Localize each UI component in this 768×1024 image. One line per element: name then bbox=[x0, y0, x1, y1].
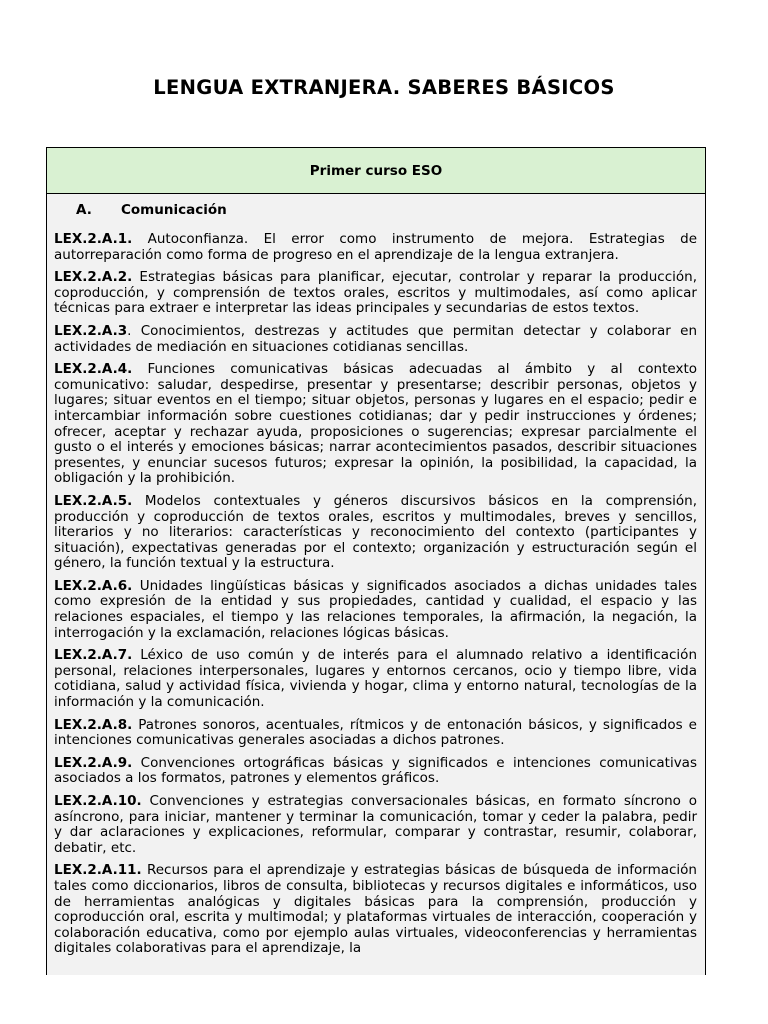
section-heading bbox=[76, 202, 697, 218]
list-item bbox=[54, 362, 697, 487]
course-label: Primer curso ESO bbox=[309, 162, 443, 179]
table-body bbox=[47, 194, 705, 957]
list-item bbox=[54, 756, 697, 787]
item-code: LEX.2.A.5. bbox=[54, 492, 133, 509]
item-text: Estrategias básicas para planificar, ejecutar, controlar y reparar la producción, coproducción, y comprensión de textos orales, escritos y multimodales, así como aplicar técnicas para extraer e interpretar las ideas principales y secundarias de estos textos. bbox=[54, 269, 697, 317]
item-code: LEX.2.A.8. bbox=[54, 716, 133, 733]
item-code: LEX.2.A.11. bbox=[54, 862, 142, 879]
list-item bbox=[54, 324, 697, 355]
list-item bbox=[54, 648, 697, 710]
item-code: LEX.2.A.2. bbox=[54, 269, 133, 286]
page-title: LENGUA EXTRANJERA. SABERES BÁSICOS bbox=[153, 76, 615, 99]
content-table bbox=[46, 147, 706, 975]
item-text: Unidades lingüísticas básicas y significados asociados a dichas unidades tales como expresión de la entidad y sus propiedades, cantidad y cualidad, el espacio y las relaciones espaciales, el tiempo y las relaciones temporales, la afirmación, la negación, la interrogación y la exclamación, relaciones lógicas básicas. bbox=[54, 577, 697, 641]
item-text: Modelos contextuales y géneros discursivos básicos en la comprensión, producción y coproducción de textos orales, escritos y multimodales, breves y sencillos, literarios y no literarios: características y reconocimiento del contexto (participantes y situación), expectativas generadas por el contexto; organización y estructuración según el género, la función textual y la estructura. bbox=[54, 492, 697, 572]
item-text: Autoconfianza. El error como instrumento de mejora. Estrategias de autorreparación como forma de progreso en el aprendizaje de la lengua extranjera. bbox=[54, 231, 697, 263]
list-item bbox=[54, 579, 697, 641]
item-text: Convenciones y estrategias conversacionales básicas, en formato síncrono o asíncrono, para iniciar, mantener y terminar la comunicación, tomar y ceder la palabra, pedir y dar aclaraciones y explicaciones, reformular, comparar y contrastar, resumir, colaborar, debatir, etc. bbox=[54, 793, 697, 856]
section-name: Comunicación bbox=[121, 202, 227, 218]
item-code: LEX.2.A.6. bbox=[54, 577, 133, 594]
list-item bbox=[54, 863, 697, 957]
item-code: LEX.2.A.4. bbox=[54, 361, 133, 378]
item-code: LEX.2.A.7. bbox=[54, 647, 133, 664]
item-text: Recursos para el aprendizaje y estrategias básicas de búsqueda de información tales como diccionarios, libros de consulta, bibliotecas y recursos digitales e informáticos, uso de herramientas analógicas y digitales básicas para la comprensión, producción y coproducción oral, escrita y multimodal; y plataformas virtuales de interacción, cooperación y colaboración educativa, como por ejemplo aulas virtuales, videoconferencias y herramientas digitales colaborativas para el aprendizaje, la bbox=[54, 862, 697, 957]
item-text: Léxico de uso común y de interés para el alumnado relativo a identificación personal, relaciones interpersonales, lugares y entornos cercanos, ocio y tiempo libre, vida cotidiana, salud y actividad física, vivienda y hogar, clima y entorno natural, tecnologías de la información y la comunicación. bbox=[54, 647, 697, 711]
item-text: Convenciones ortográficas básicas y significados e intenciones comunicativas asociados a los formatos, patrones y elementos gráficos. bbox=[54, 754, 697, 787]
list-item bbox=[54, 232, 697, 263]
item-text: Patrones sonoros, acentuales, rítmicos y de entonación básicos, y significados e intenciones comunicativas generales asociadas a dichos patrones. bbox=[54, 716, 697, 749]
item-code: LEX.2.A.10. bbox=[54, 793, 142, 809]
item-text: . Conocimientos, destrezas y actitudes que permitan detectar y colaborar en actividades de mediación en situaciones cotidianas sencillas. bbox=[54, 322, 697, 355]
table-header bbox=[47, 148, 705, 194]
list-item bbox=[54, 718, 697, 749]
list-item bbox=[54, 494, 697, 572]
item-code: LEX.2.A.3 bbox=[54, 322, 128, 339]
item-code: LEX.2.A.9. bbox=[54, 754, 133, 771]
item-code: LEX.2.A.1. bbox=[54, 231, 133, 247]
item-text: Funciones comunicativas básicas adecuadas al ámbito y al contexto comunicativo: saludar, despedirse, presentar y presentarse; describir personas, objetos y lugares; situar eventos en el tiempo; situar objetos, personas y lugares en el espacio; pedir e intercambiar información sobre cuestiones cotidianas; dar y pedir instrucciones y órdenes; ofrecer, aceptar y rechazar ayuda, proposiciones o sugerencias; expresar parcialmente el gusto o el interés y emociones básicas; narrar acontecimientos pasados, describir situaciones presentes, y enunciar sucesos futuros; expresar la opinión, la posibilidad, la capacidad, la obligación y la prohibición. bbox=[54, 361, 697, 487]
section-letter: A. bbox=[76, 202, 92, 218]
list-item bbox=[54, 270, 697, 317]
list-item bbox=[54, 794, 697, 856]
